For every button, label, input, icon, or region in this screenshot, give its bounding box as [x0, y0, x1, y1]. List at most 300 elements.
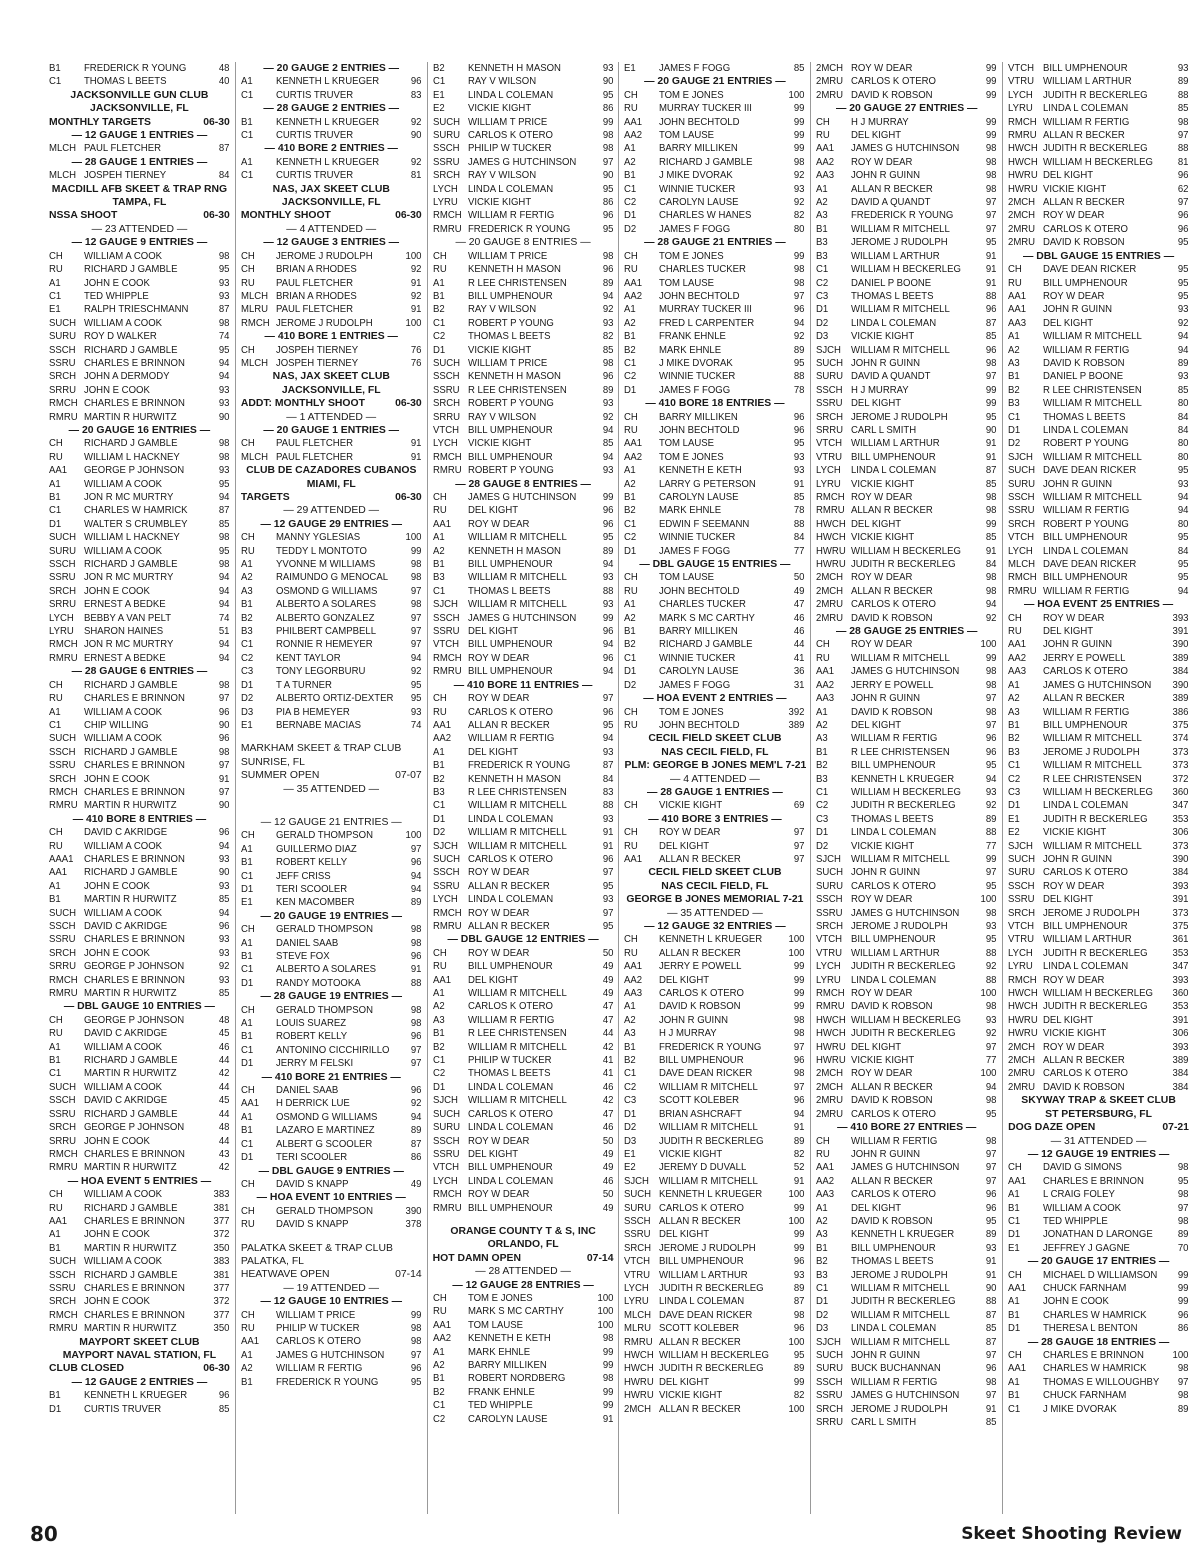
column-2 [235, 62, 427, 1514]
class-code: SRCH [816, 411, 844, 423]
shooter-name: ROY W DEAR [659, 827, 721, 839]
shooter-name: TED WHIPPLE [83, 290, 149, 302]
result-row [624, 1403, 804, 1416]
shooter-name: ROY W DEAR [851, 572, 913, 584]
shooter-name: ALLAN R BECKER [851, 1175, 934, 1187]
result-row [1008, 571, 1188, 584]
class-code: A1 [624, 1001, 637, 1013]
result-row [433, 330, 613, 343]
result-row [624, 625, 804, 638]
result-row [1008, 303, 1188, 316]
result-row [49, 960, 229, 973]
result-row [49, 612, 229, 625]
shooter-name: ALLAN R BECKER [659, 1403, 742, 1415]
shooter-name: JEREMY D DUVALL [659, 1162, 747, 1174]
class-code: AA2 [624, 130, 643, 142]
result-row [49, 625, 229, 638]
shooter-name: DAVID C AKRIDGE [83, 1028, 168, 1040]
shooter-name: WILLIAM L ARTHUR [659, 1269, 749, 1281]
shooter-name: JUDITH R BECKERLEG [851, 1028, 956, 1040]
shooter-name: TOM E JONES [467, 1292, 533, 1304]
shooter-name: WILLIAM L ARTHUR [851, 947, 940, 959]
result-row [816, 1054, 996, 1067]
score: 42 [218, 1068, 230, 1080]
result-row [1008, 799, 1188, 812]
shooter-name: CHARLES E BRINNON [83, 1215, 185, 1227]
attendance-line: — 23 ATTENDED — [91, 223, 188, 235]
result-row [816, 1175, 996, 1188]
event-name: DOG DAZE OPEN [1008, 1122, 1096, 1134]
score: 99 [794, 130, 805, 142]
shooter-name: JAMES G HUTCHINSON [467, 156, 576, 168]
shooter-name: JEROME J RUDOLPH [851, 921, 948, 932]
shooter-name: BRIAN ASHCRAFT [659, 1108, 743, 1120]
score: 89 [1177, 1229, 1189, 1241]
result-row [1008, 464, 1188, 477]
class-code: 2MCH [816, 572, 844, 584]
result-row [816, 1027, 996, 1040]
class-code: 2MRU [816, 89, 844, 101]
class-code: D1 [1008, 1229, 1021, 1241]
class-code: HWCH [816, 518, 847, 530]
shooter-name: LINDA L COLEMAN [659, 1296, 745, 1308]
shooter-name: DAVID K ROBSON [851, 1215, 933, 1227]
class-code: CH [624, 250, 639, 262]
result-row [49, 987, 229, 1000]
shooter-name: JOHN E COOK [83, 384, 150, 396]
score: 48 [218, 1014, 230, 1026]
class-code: A2 [816, 1215, 829, 1227]
score: 91 [986, 545, 997, 557]
score: 96 [986, 746, 997, 758]
shooter-name: CARLOS K OTERO [1043, 1068, 1129, 1080]
shooter-name: VICKIE KIGHT [467, 103, 531, 115]
class-code: CH [624, 411, 639, 423]
score: 51 [218, 626, 230, 638]
class-code: HWRU [1008, 1028, 1038, 1040]
result-row [433, 1175, 613, 1188]
shooter-name: WILLIAM R MITCHELL [851, 853, 951, 865]
attendance-line: — 4 ATTENDED — [286, 223, 377, 235]
class-code: RMRU [49, 1323, 78, 1335]
score: 98 [794, 264, 805, 276]
class-code: SUCH [624, 1189, 652, 1201]
shooter-name: CARLOS K OTERO [851, 1108, 937, 1120]
result-row [49, 853, 229, 866]
score: 99 [410, 545, 422, 557]
shooter-name: LAZARO E MARTINEZ [275, 1125, 375, 1137]
score: 85 [794, 492, 805, 503]
result-row [433, 209, 613, 222]
shooter-name: ALBERTO A SOLARES [275, 599, 376, 611]
result-row [1008, 1309, 1188, 1322]
class-code: SJCH [816, 853, 842, 865]
class-code: B1 [240, 116, 253, 128]
score: 87 [986, 465, 997, 477]
class-code: LYCH [432, 438, 458, 450]
shooter-name: RICHARD J GAMBLE [83, 679, 178, 691]
shooter-name: PHILIP W TUCKER [467, 143, 552, 155]
score: 98 [794, 1028, 805, 1040]
result-row [49, 1067, 229, 1080]
result-row [816, 169, 996, 182]
class-code: SRCH [49, 371, 77, 383]
result-row [624, 129, 804, 142]
shooter-name: VICKIE KIGHT [1043, 827, 1107, 839]
score: 95 [986, 760, 997, 772]
shooter-name: WILLIAM A COOK [83, 1256, 163, 1268]
score: 89 [986, 813, 997, 825]
score: 94 [602, 733, 614, 745]
score: 393 [1172, 612, 1189, 624]
class-code: A2 [240, 572, 253, 584]
class-code: HWCH [1008, 143, 1038, 155]
shooter-name: JOHN R GUINN [659, 1014, 729, 1026]
result-row [624, 156, 804, 169]
result-row [433, 518, 613, 531]
score: 41 [794, 652, 805, 664]
class-code: SRRU [49, 1135, 77, 1147]
score: 96 [1177, 210, 1189, 222]
result-row [1008, 116, 1188, 129]
score: 94 [602, 424, 614, 436]
score: 85 [986, 1417, 997, 1429]
result-row [624, 370, 804, 383]
result-row [624, 478, 804, 491]
class-code: B3 [816, 250, 829, 262]
score: 97 [410, 585, 422, 597]
class-code: RU [240, 277, 255, 289]
shooter-name: WILLIAM R MITCHELL [851, 223, 951, 235]
shooter-name: CARLOS K OTERO [467, 1108, 553, 1120]
class-code: A1 [816, 183, 829, 195]
result-row [241, 1178, 421, 1191]
result-row [624, 1295, 804, 1308]
shooter-name: TOM E JONES [659, 250, 725, 262]
shooter-name: CARL L SMITH [851, 424, 917, 436]
score: 88 [602, 585, 614, 597]
score: 77 [986, 1055, 997, 1067]
score: 74 [218, 331, 230, 343]
class-code: D1 [624, 1108, 637, 1120]
class-code: RU [624, 719, 639, 731]
shooter-name: JUDITH R BECKERLEG [851, 559, 956, 571]
score: 85 [794, 63, 805, 74]
class-code: B3 [816, 1269, 829, 1281]
class-code: SSRU [816, 907, 843, 919]
class-code: SSCH [49, 921, 76, 932]
score: 391 [1172, 626, 1189, 638]
result-row [816, 866, 996, 879]
club-heading: PLM: GEORGE B JONES MEM'L 7-21 [624, 760, 807, 772]
result-row [624, 116, 804, 129]
score: 78 [794, 384, 805, 396]
shooter-name: MANNY YGLESIAS [275, 532, 360, 544]
score: 91 [602, 840, 614, 852]
score: 100 [789, 89, 805, 101]
score: 84 [1177, 424, 1189, 436]
class-code: 2MCH [816, 1068, 844, 1080]
score: 95 [602, 183, 614, 195]
shooter-name: RAY V WILSON [467, 170, 536, 182]
shooter-name: H J MURRAY [851, 116, 909, 128]
score: 82 [794, 1390, 805, 1402]
class-code: HWCH [816, 1014, 847, 1026]
score: 98 [986, 572, 997, 584]
result-row [49, 1054, 229, 1067]
result-row [624, 826, 804, 839]
result-row [241, 451, 421, 464]
class-code: C1 [49, 719, 62, 731]
result-row [433, 1386, 613, 1399]
score: 98 [1177, 1189, 1189, 1201]
class-code: B2 [624, 344, 637, 356]
shooter-name: JAMES F FOGG [659, 223, 731, 235]
result-row [816, 451, 996, 464]
shooter-name: R LEE CHRISTENSEN [467, 384, 567, 396]
shooter-name: CARLOS K OTERO [1043, 666, 1129, 678]
result-row [1008, 853, 1188, 866]
score: 97 [1177, 197, 1189, 209]
shooter-name: R LEE CHRISTENSEN [1043, 384, 1142, 396]
class-code: SSRU [432, 384, 460, 396]
attendance-line: — 35 ATTENDED — [283, 783, 380, 795]
shooter-name: H J MURRAY [659, 1028, 718, 1040]
shooter-name: WILLIAM R FERTIG [851, 733, 938, 745]
shooter-name: GERALD THOMPSON [275, 830, 373, 842]
result-row [624, 1376, 804, 1389]
spacer [241, 796, 422, 806]
class-code: SRCH [49, 1296, 77, 1308]
score: 353 [1172, 947, 1189, 959]
score: 100 [405, 532, 422, 544]
class-code: SSCH [816, 894, 843, 906]
score: 95 [794, 357, 805, 369]
result-row [433, 1319, 613, 1332]
score: 90 [986, 424, 997, 436]
shooter-name: BARRY MILLIKEN [659, 626, 739, 638]
result-row [816, 1067, 996, 1080]
event-date: 06-30 [203, 116, 230, 128]
result-row [1008, 451, 1188, 464]
score: 99 [986, 89, 997, 101]
class-code: AA2 [816, 156, 835, 168]
event-date: 07-21 [1162, 1122, 1189, 1134]
result-row [624, 598, 804, 611]
result-row [241, 923, 421, 936]
score: 98 [218, 451, 230, 463]
shooter-name: GUILLERMO DIAZ [275, 843, 357, 855]
result-row [49, 464, 229, 477]
shooter-name: CHARLES E BRINNON [83, 693, 185, 705]
result-row [816, 236, 996, 249]
score: 100 [405, 250, 422, 262]
shooter-name: DEL KIGHT [851, 1202, 902, 1214]
shooter-name: ALLAN R BECKER [467, 719, 550, 731]
result-row [49, 277, 229, 290]
shooter-name: WILLIAM A COOK [83, 545, 163, 557]
score: 89 [602, 277, 614, 289]
score: 98 [986, 505, 997, 517]
score: 95 [986, 411, 997, 423]
class-code: VTCH [816, 438, 843, 450]
shooter-name: RICHARD J GAMBLE [83, 1269, 178, 1281]
shooter-name: JOHN E COOK [83, 585, 150, 597]
result-row [816, 1108, 996, 1121]
class-code: LYRU [49, 626, 74, 638]
shooter-name: BRIAN A RHODES [275, 264, 357, 276]
shooter-name: JAMES G HUTCHINSON [1043, 679, 1152, 691]
score: 96 [410, 857, 422, 869]
score: 91 [794, 1175, 805, 1187]
shooter-name: BARRY MILLIKEN [659, 411, 739, 423]
score: 93 [218, 974, 230, 986]
class-code: AA1 [240, 1336, 259, 1348]
shooter-name: ALLAN R BECKER [1043, 197, 1125, 209]
result-row [49, 330, 229, 343]
score: 97 [218, 760, 230, 772]
score: 96 [794, 1095, 805, 1107]
class-code: B3 [240, 626, 253, 638]
class-code: C1 [49, 76, 62, 88]
score: 92 [410, 1098, 422, 1110]
shooter-name: JEROME J RUDOLPH [851, 411, 948, 423]
class-code: SSCH [432, 371, 460, 383]
result-row [433, 142, 613, 155]
score: 94 [410, 883, 422, 895]
score: 93 [218, 277, 230, 289]
result-row [241, 963, 421, 976]
shooter-name: WILLIAM R FERTIG [1043, 706, 1130, 718]
result-row [433, 1372, 613, 1385]
score: 95 [1177, 264, 1189, 276]
class-code: B3 [816, 773, 829, 785]
score: 381 [213, 1269, 230, 1281]
score: 95 [602, 223, 614, 235]
shooter-name: FREDERICK R YOUNG [659, 1041, 762, 1053]
shooter-name: GEORGE P JOHNSON [83, 1122, 185, 1134]
result-row [624, 585, 804, 598]
shooter-name: BILL UMPHENOUR [467, 559, 553, 571]
score: 96 [410, 76, 422, 88]
shooter-name: JAMES F FOGG [659, 679, 731, 691]
event-line [49, 1362, 230, 1375]
score: 99 [986, 518, 997, 530]
score: 100 [597, 1319, 614, 1331]
column-1 [44, 62, 235, 1514]
result-row [49, 692, 229, 705]
club-heading: ORANGE COUNTY T & S, INC [450, 1225, 596, 1237]
score: 94 [602, 666, 614, 678]
score: 89 [794, 1135, 805, 1147]
result-row [624, 317, 804, 330]
class-code: RMRU [624, 1336, 654, 1348]
shooter-name: WILLIAM R MITCHELL [659, 1175, 759, 1187]
score: 93 [602, 894, 614, 906]
shooter-name: WILLIAM R MITCHELL [1043, 760, 1142, 772]
class-code: RMCH [816, 988, 845, 1000]
result-row [49, 1094, 229, 1107]
class-code: A3 [624, 1028, 637, 1040]
result-row [433, 1027, 613, 1040]
score: 95 [218, 344, 230, 356]
score: 306 [1172, 827, 1189, 839]
score: 390 [405, 1205, 422, 1217]
shooter-name: PAUL FLETCHER [275, 438, 353, 450]
class-code: B1 [816, 746, 829, 758]
score: 89 [410, 1125, 422, 1137]
result-row [816, 679, 996, 692]
class-code: RMCH [1008, 572, 1037, 584]
class-code: RMCH [49, 974, 78, 986]
class-code: A1 [1008, 679, 1020, 691]
result-row [1008, 357, 1188, 370]
class-code: SJCH [1008, 840, 1034, 852]
class-code: HWRU [1008, 183, 1038, 195]
class-code: SSCH [624, 1215, 652, 1227]
class-code: RU [1008, 277, 1022, 289]
class-code: AA1 [432, 1319, 451, 1331]
result-row [1008, 706, 1188, 719]
class-code: C1 [240, 870, 254, 882]
result-row [49, 370, 229, 383]
score: 87 [218, 505, 230, 517]
shooter-name: WINNIE TUCKER [659, 532, 736, 544]
shooter-name: WILLIAM H BECKERLEG [851, 264, 962, 276]
result-row [49, 880, 229, 893]
shooter-name: CARLOS K OTERO [275, 1336, 361, 1348]
score: 45 [218, 1028, 230, 1040]
score: 98 [410, 937, 422, 949]
score: 91 [986, 438, 997, 450]
score: 96 [602, 505, 614, 517]
score: 96 [602, 518, 614, 530]
result-row [624, 1014, 804, 1027]
shooter-name: JUDITH R BECKERLEG [1043, 947, 1148, 959]
result-row [1008, 773, 1188, 786]
score: 97 [986, 197, 997, 209]
class-code: C1 [240, 964, 254, 976]
shooter-name: DEL KIGHT [851, 719, 902, 731]
shooter-name: DEL KIGHT [659, 840, 710, 852]
score: 86 [602, 103, 614, 115]
result-row [624, 1362, 804, 1375]
shooter-name: WILLIAM R MITCHELL [467, 1095, 567, 1107]
class-code: LYCH [816, 961, 842, 973]
class-code: D1 [240, 679, 254, 691]
result-row [624, 330, 804, 343]
shooter-name: OSMOND G WILLIAMS [275, 585, 378, 597]
shooter-name: CHARLES W HAMRICK [1043, 1309, 1147, 1321]
score: 99 [1177, 1269, 1189, 1281]
class-code: SURU [432, 130, 460, 142]
shooter-name: JOHN R GUINN [851, 170, 921, 182]
shooter-name: WILLIAM H BECKERLEG [851, 545, 962, 557]
score: 91 [410, 451, 422, 463]
result-row [816, 759, 996, 772]
shooter-name: WILLIAM R FERTIG [467, 1014, 555, 1026]
class-code: D2 [624, 1122, 637, 1134]
score: 99 [986, 384, 997, 396]
class-code: B1 [816, 223, 829, 235]
shooter-name: R LEE CHRISTENSEN [467, 1028, 567, 1040]
shooter-name: BILL UMPHENOUR [1043, 63, 1128, 74]
shooter-name: DAVID S KNAPP [275, 1219, 349, 1231]
result-row [816, 746, 996, 759]
class-code: 2MRU [816, 612, 844, 624]
score: 95 [1177, 237, 1189, 249]
result-row [433, 893, 613, 906]
